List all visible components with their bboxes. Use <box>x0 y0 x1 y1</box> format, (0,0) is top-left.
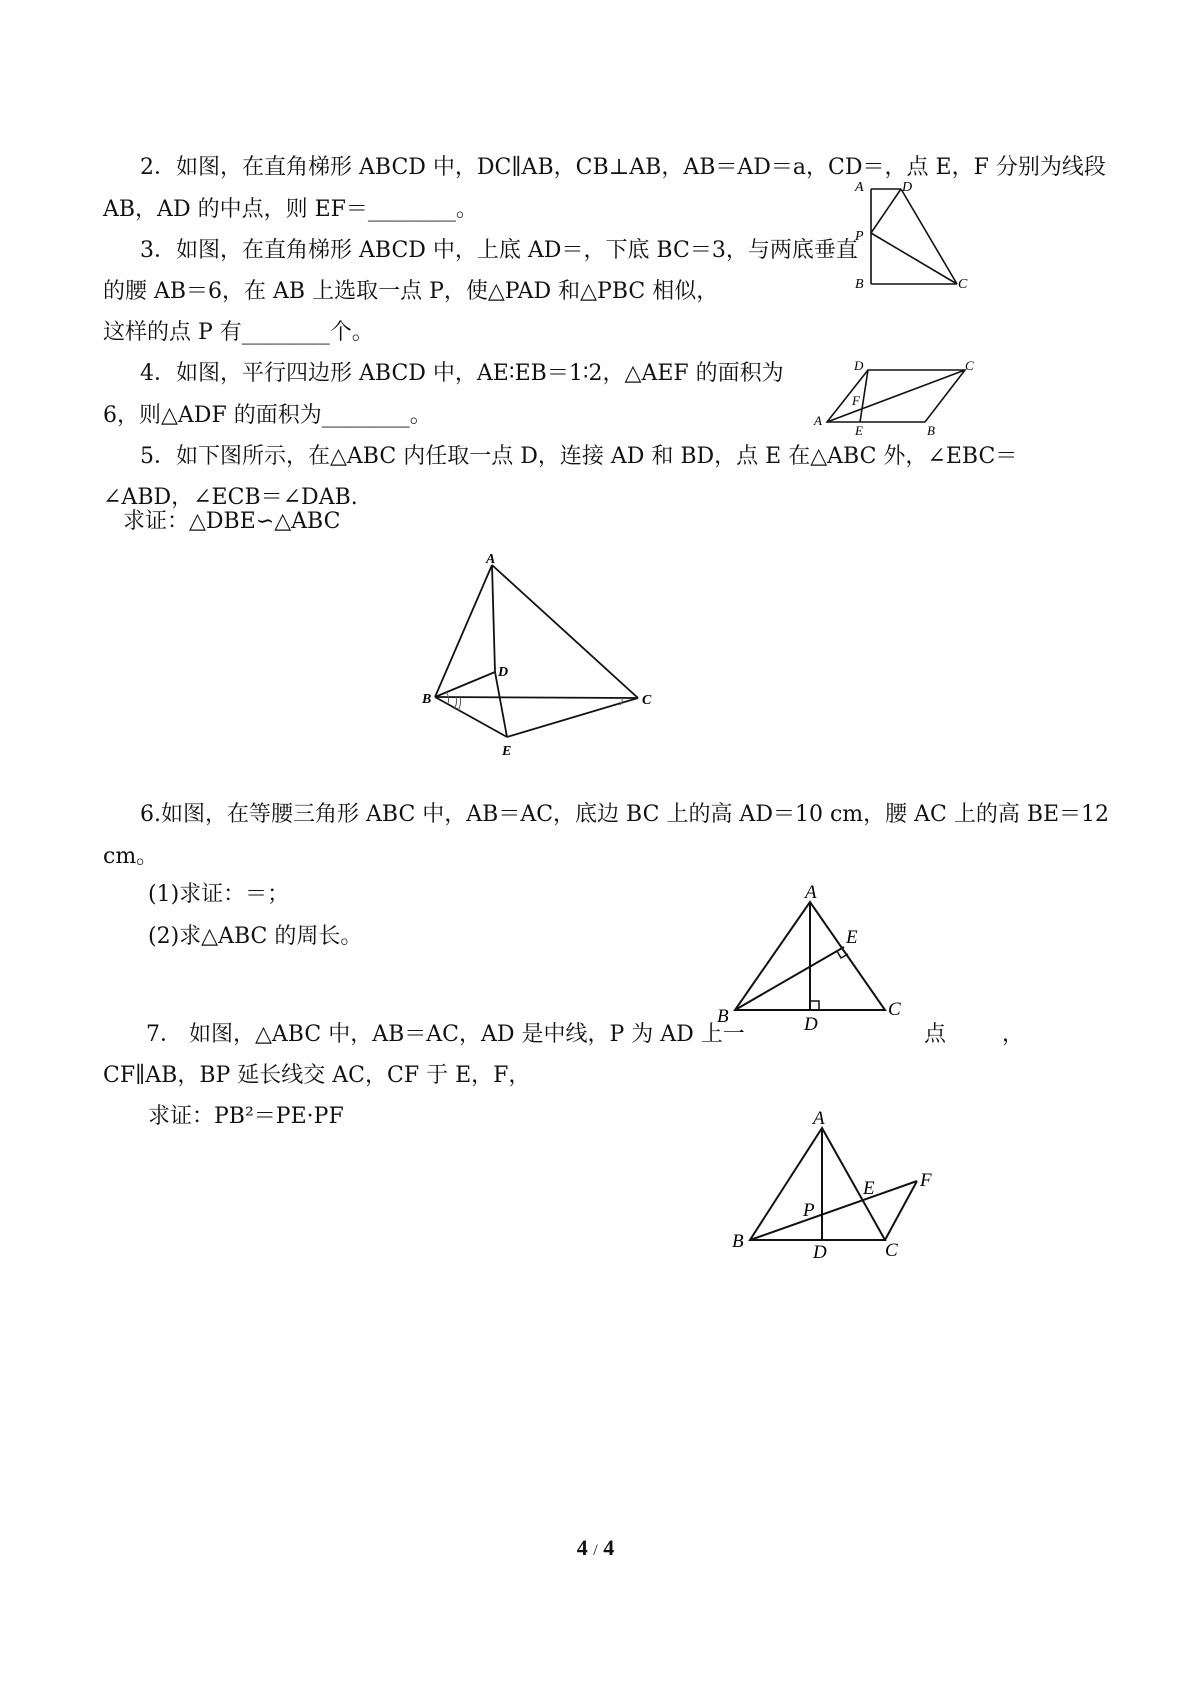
q3-trapezoid-figure <box>850 178 980 298</box>
q5-label-b: B <box>422 692 432 707</box>
page-current: 4 <box>576 1535 588 1560</box>
q4-label-e: E <box>855 423 863 438</box>
q7-label-b: B <box>732 1231 744 1252</box>
q7-label-a: A <box>813 1108 825 1129</box>
q6-label-e: E <box>846 927 858 948</box>
q7-label-d: D <box>813 1242 827 1263</box>
q7-label-c: C <box>885 1240 898 1261</box>
q6-line-1: 6.如图，在等腰三角形 ABC 中，AB＝AC，底边 BC 上的高 AD＝10 cm，腰 AC 上的高 BE＝12 <box>140 802 1110 827</box>
q5-label-d: D <box>498 665 509 680</box>
q3-label-c: C <box>958 277 968 292</box>
page-separator: / <box>593 1542 598 1559</box>
q3-line-3: 这样的点 P 有________个。 <box>103 320 374 345</box>
q3-line-2: 的腰 AB＝6，在 AB 上选取一点 P，使△PAD 和△PBC 相似， <box>103 279 719 304</box>
q7-line-1a: 7． 如图，△ABC 中，AB＝AC，AD 是中线，P 为 AD 上一 <box>146 1022 745 1047</box>
q7-label-p: P <box>803 1200 815 1221</box>
q4-parallelogram-figure <box>810 355 985 437</box>
q4-label-c: C <box>965 358 974 373</box>
q5-label-e: E <box>502 744 512 759</box>
q5-label-a: A <box>486 552 496 567</box>
page-total: 4 <box>603 1535 615 1560</box>
q6-part-1: (1)求证：＝； <box>148 882 290 907</box>
q5-line-2: ∠ABD，∠ECB＝∠DAB. <box>103 485 358 510</box>
q3-label-b: B <box>855 277 864 292</box>
q5-line-3: 求证：△DBE∽△ABC <box>123 509 341 534</box>
q3-line-1: 3．如图，在直角梯形 ABCD 中，上底 AD＝，下底 BC＝3，与两底垂直 <box>140 238 858 263</box>
q5-label-c: C <box>642 693 652 708</box>
q7-triangle-figure <box>725 1100 945 1270</box>
q3-label-a: A <box>855 180 864 195</box>
q4-label-f: F <box>852 393 860 408</box>
q4-line-1: 4．如图，平行四边形 ABCD 中，AE∶EB＝1∶2，△AEF 的面积为 <box>140 361 784 386</box>
q2-line-1: 2．如图，在直角梯形 ABCD 中，DC∥AB，CB⊥AB，AB＝AD＝a，CD＝，点 E，F 分别为线段 <box>140 155 1106 180</box>
q7-line-1c: ， <box>1002 1022 1025 1047</box>
q6-part-2: (2)求△ABC 的周长。 <box>148 924 363 949</box>
q6-label-d: D <box>804 1014 818 1035</box>
q7-line-3: 求证：PB²＝PE·PF <box>148 1104 344 1129</box>
q3-label-d: D <box>902 180 913 195</box>
q4-label-b: B <box>927 423 935 438</box>
q6-label-b: B <box>717 1006 729 1027</box>
q6-line-2: cm。 <box>103 844 159 869</box>
q7-label-f: F <box>920 1170 932 1191</box>
q3-label-p: P <box>855 229 864 244</box>
page-number <box>0 1535 1191 1561</box>
q6-label-a: A <box>805 882 817 903</box>
q7-line-2: CF∥AB，BP 延长线交 AC，CF 于 E，F， <box>103 1063 531 1088</box>
q2-line-2: AB，AD 的中点，则 EF＝________。 <box>103 197 478 222</box>
q4-line-2: 6，则△ADF 的面积为________。 <box>103 403 432 428</box>
q6-label-c: C <box>888 999 901 1020</box>
q7-line-1b: 点 <box>924 1022 947 1047</box>
q6-triangle-figure <box>710 880 910 1040</box>
q5-line-1: 5．如下图所示，在△ABC 内任取一点 D，连接 AD 和 BD，点 E 在△ABC 外，∠EBC＝ <box>140 444 1018 469</box>
q7-label-e: E <box>863 1178 875 1199</box>
q5-triangle-figure <box>410 545 670 765</box>
q4-label-d: D <box>854 358 864 373</box>
q4-label-a: A <box>814 413 822 428</box>
